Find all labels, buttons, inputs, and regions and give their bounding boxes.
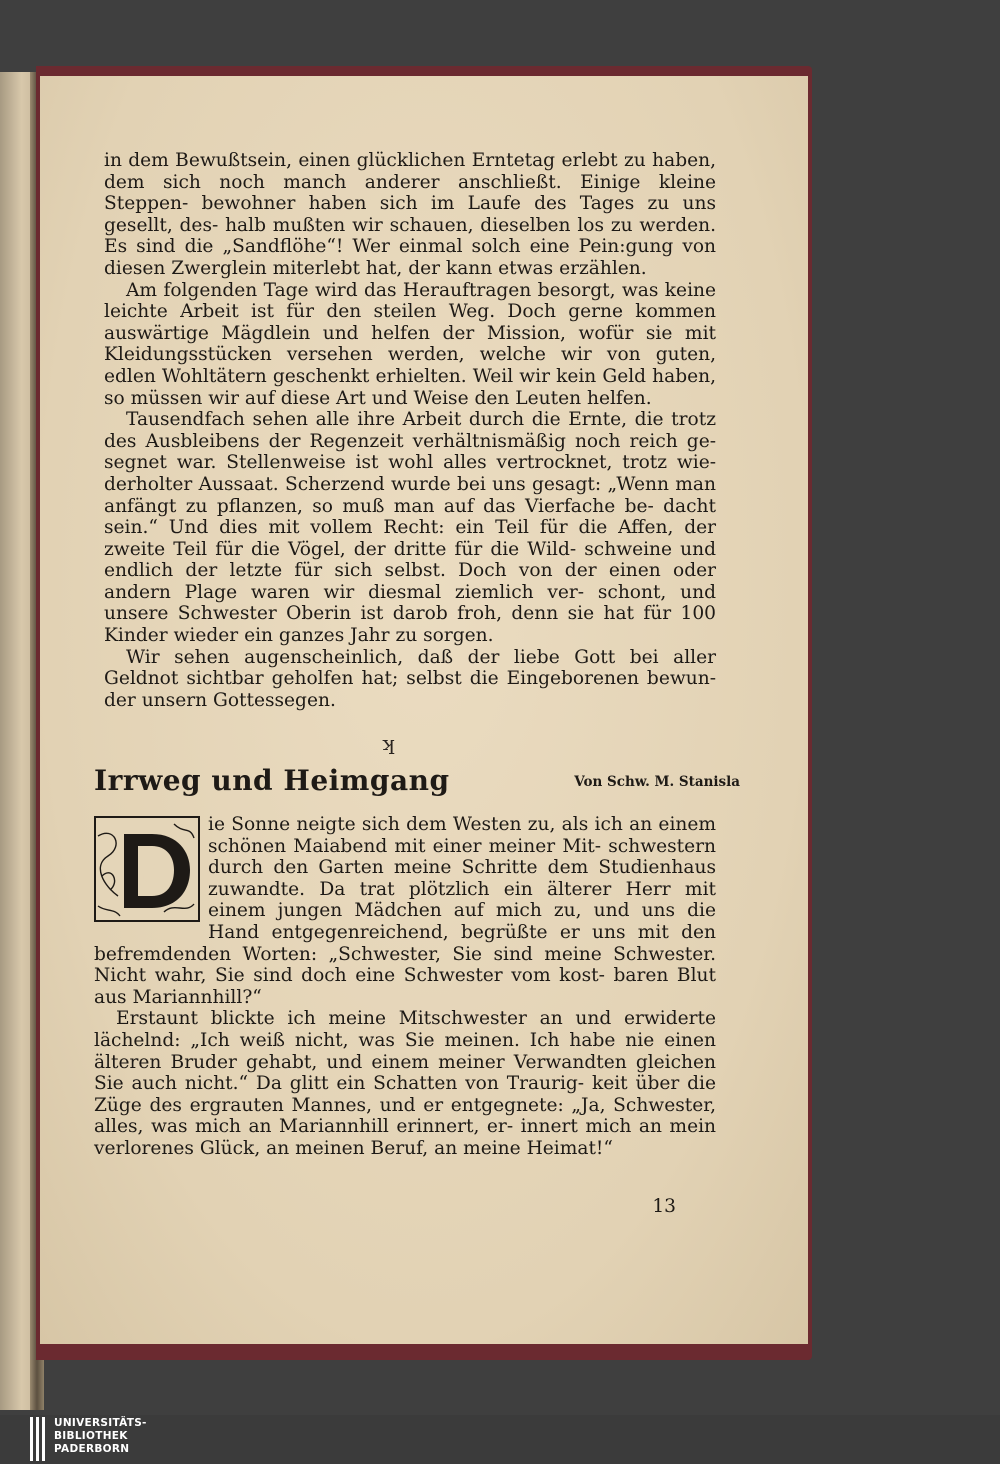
paragraph: Am folgenden Tage wird das Herauftragen besorgt, was keine leichte Arbeit ist für den steilen Weg. Doch gerne kommen auswärtige Mägdlein und helfen der Mission, wofür sie mit Kleidungsstücken versehen werden, welche wir von guten, edlen Wohltätern geschenkt erhielten. Weil wir kein Geld haben, so müssen wir auf diese Art und Weise den Leuten helfen. [104,279,716,409]
page-number: 13 [652,1196,676,1217]
body-text [104,150,716,711]
logo-line: PADERBORN [54,1443,130,1455]
article-title: Irrweg und Heimgang [94,764,450,797]
footer-bar [0,1415,1000,1464]
paragraph: in dem Bewußtsein, einen glücklichen Erntetag erlebt zu haben, dem sich noch manch anderer anschließt. Einige kleine Steppen- bewohner haben sich im Laufe des Tages zu uns gesellt, des- halb mußten wir schauen, dieselben los zu werden. Es sind die „Sandflöhe“! Wer einmal solch eine Pein:gung von diesen Zwerglein miterlebt hat, der kann etwas erzählen. [104,150,716,279]
paragraph: Wir sehen augenscheinlich, daß der liebe Gott bei aller Geldnot sichtbar geholfen hat; selbst die Eingeborenen bewun- der unsern Gottessegen. [104,646,716,711]
library-logo-icon [30,1417,46,1461]
book-page [40,76,808,1344]
logo-line: BIBLIOTHEK [54,1430,128,1442]
article-body [94,814,716,1160]
library-logo-text [54,1417,147,1456]
paragraph: Erstaunt blickte ich meine Mitschwester an und erwiderte lächelnd: „Ich weiß nicht, was Sie meinen. Ich habe nie einen älteren Bruder gehabt, und einem meiner Verwandten gleichen Sie auch nicht.“ Da glitt ein Schatten von Traurig- keit über die Züge des ergrauten Mannes, und er entgegnete: „Ja, Schwester, alles, was mich an Mariannhill erinnert, er- innert mich an mein verlorenes Glück, an meinen Beruf, an meine Heimat!“ [94,1008,716,1159]
article-heading [94,764,744,798]
article-author: Von Schw. M. Stanisla [574,774,740,790]
logo-line: UNIVERSITÄTS- [54,1417,147,1429]
decorated-initial-d-icon [94,816,200,922]
paragraph: Tausendfach sehen alle ihre Arbeit durch die Ernte, die trotz des Ausbleibens der Regenzeit verhältnismäßig noch reich ge- segnet war. Stellenweise ist wohl alles vertrocknet, trotz wie- derholter Aussaat. Scherzend wurde bei uns gesagt: „Wenn man anfängt zu pflanzen, so muß man auf das Vierfache be- dacht sein.“ Und dies mit vollem Recht: ein Teil für die Affen, der zweite Teil für die Vögel, der dritte für die Wild- schweine und endlich der letzte für sich selbst. Doch von der einen oder andern Plage waren wir diesmal ziemlich ver- schont, und unsere Schwester Oberin ist darob froh, denn sie hat für 100 Kinder wieder ein ganzes Jahr zu sorgen. [104,409,716,647]
section-divider-ornament: ʞ [382,731,395,755]
paragraph-first: ie Sonne neigte sich dem Westen zu, als ich an einem schönen Maiabend mit einer meiner Mit- schwestern durch den Garten meine Schritte dem Studienhaus zuwandte. Da trat plötzlich ein älterer Herr mit einem jungen Mädchen auf mich zu, und uns die Hand entgegenreichend, begrüßte er uns mit den befremdenden Worten: „Schwester, Sie sind meine Schwester. Nicht wahr, Sie sind doch eine Schwester vom kost- baren Blut aus Mariannhill?“ [94,814,716,1008]
